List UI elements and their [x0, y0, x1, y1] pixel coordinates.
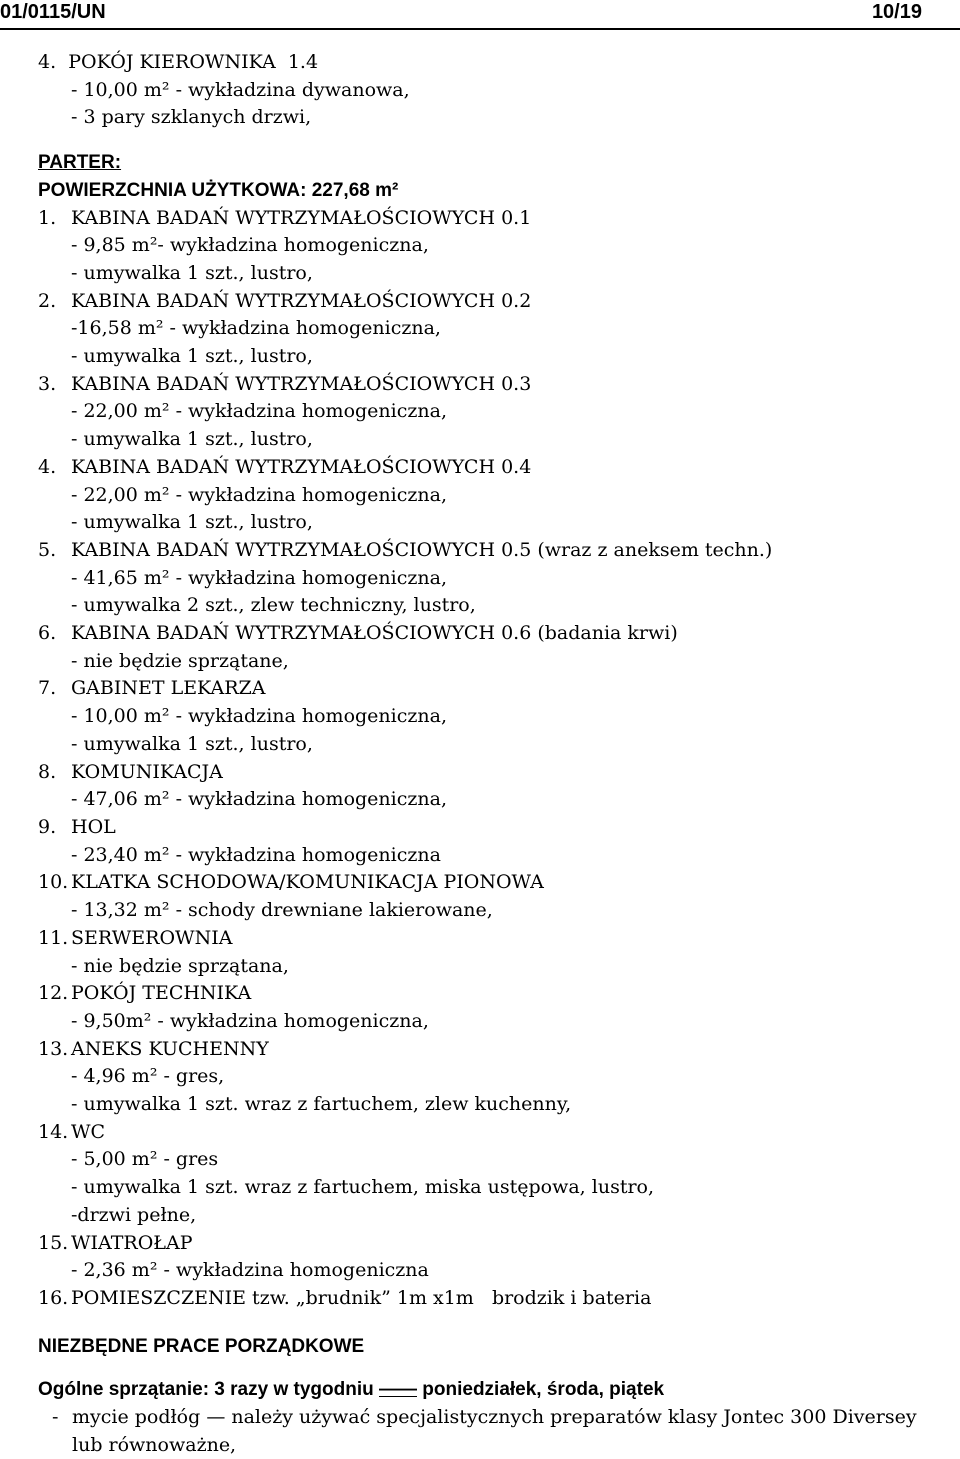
- room-detail: - 41,65 m² - wykładzina homogeniczna,: [71, 566, 447, 589]
- room-title: [38, 869, 950, 897]
- room-title: [38, 1036, 950, 1064]
- page-header: [0, 0, 960, 30]
- room-detail: - 9,85 m²- wykładzina homogeniczna,: [71, 234, 429, 257]
- room-name: KABINA BADAŃ WYTRZYMAŁOŚCIOWYCH 0.4: [71, 455, 532, 478]
- room-name: KABINA BADAŃ WYTRZYMAŁOŚCIOWYCH 0.2: [71, 289, 532, 312]
- room-name: KABINA BADAŃ WYTRZYMAŁOŚCIOWYCH 0.3: [71, 372, 532, 395]
- bullet-text: mycie podłóg — należy używać specjalistycznych preparatów klasy Jontec 300 Diversey: [72, 1406, 917, 1429]
- room-item: [38, 675, 950, 758]
- room-detail: - umywalka 2 szt., zlew techniczny, lustro,: [71, 594, 476, 617]
- room-number: 15.: [38, 1231, 69, 1254]
- usable-area: POWIERZCHNIA UŻYTKOWA: 227,68 m²: [38, 179, 399, 201]
- room-number: 16.: [38, 1286, 69, 1309]
- room-name: POKÓJ TECHNIKA: [71, 982, 252, 1005]
- bullet-dash: -: [52, 1406, 59, 1429]
- room-name: POMIESZCZENIE tzw. „brudnik” 1m x1m brodzik i bateria: [71, 1286, 652, 1309]
- room-title: [38, 620, 950, 648]
- room-name: WC: [71, 1120, 106, 1143]
- room-detail: - umywalka 1 szt. wraz z fartuchem, zlew kuchenny,: [71, 1093, 572, 1116]
- room-detail: - umywalka 1 szt., lustro,: [71, 345, 313, 368]
- room-number: 14.: [38, 1120, 69, 1143]
- room-name: KOMUNIKACJA: [71, 760, 223, 783]
- room-title: [38, 980, 950, 1008]
- room-item: [38, 371, 950, 454]
- room-detail: - nie będzie sprzątane,: [71, 649, 289, 672]
- room-item: [38, 869, 950, 924]
- room-number: 5.: [38, 538, 57, 561]
- room-detail: - umywalka 1 szt., lustro,: [71, 261, 313, 284]
- bullet-item: [38, 1404, 950, 1432]
- room-item: [38, 814, 950, 869]
- document-number: 01/0115/UN: [0, 1, 106, 23]
- room-number: 9.: [38, 815, 57, 838]
- room-item: [38, 925, 950, 980]
- room-name: ANEKS KUCHENNY: [71, 1037, 269, 1060]
- page-number: 10/19: [871, 1, 922, 23]
- room-detail: - 2,36 m² - wykładzina homogeniczna: [71, 1259, 429, 1282]
- room-title: [38, 371, 950, 399]
- room-item: [38, 1230, 950, 1285]
- room-title: [38, 1230, 950, 1258]
- room-item: [38, 537, 950, 620]
- room-detail: - 47,06 m² - wykładzina homogeniczna,: [71, 788, 447, 811]
- room-number: 12.: [38, 982, 69, 1005]
- room-list: [38, 205, 950, 1313]
- room-title: [38, 925, 950, 953]
- room-item: [38, 205, 950, 288]
- room-title: [38, 759, 950, 787]
- bullet-continuation: lub równoważne,: [72, 1433, 237, 1456]
- room-name: WIATROŁAP: [71, 1231, 193, 1254]
- room-number: 13.: [38, 1037, 69, 1060]
- general-cleaning-line: Ogólne sprzątanie: 3 razy w tygodniu —— poniedziałek, środa, piątek: [38, 1379, 665, 1401]
- room-detail: - 22,00 m² - wykładzina homogeniczna,: [71, 483, 447, 506]
- room-detail: - 23,40 m² - wykładzina homogeniczna: [71, 843, 441, 866]
- room-item: [38, 980, 950, 1035]
- room-item: [38, 620, 950, 675]
- room-item: [38, 1119, 950, 1230]
- room-name: KABINA BADAŃ WYTRZYMAŁOŚCIOWYCH 0.6 (badania krwi): [71, 622, 678, 645]
- room-item: [38, 759, 950, 814]
- room-name: GABINET LEKARZA: [71, 677, 266, 700]
- room-title: [38, 205, 950, 233]
- room-item: [38, 1285, 950, 1313]
- room-detail: - umywalka 1 szt., lustro,: [71, 511, 313, 534]
- room-detail: - 13,32 m² - schody drewniane lakierowane,: [71, 899, 493, 922]
- room-number: 10.: [38, 871, 69, 894]
- room-title: [38, 1285, 950, 1313]
- room-name: KABINA BADAŃ WYTRZYMAŁOŚCIOWYCH 0.5 (wraz z aneksem techn.): [71, 538, 773, 561]
- room-name: SERWEROWNIA: [71, 926, 233, 949]
- room-item: [38, 1036, 950, 1119]
- room-detail: - 9,50m² - wykładzina homogeniczna,: [71, 1009, 429, 1032]
- room-title: [38, 1119, 950, 1147]
- document-body: [38, 49, 950, 1459]
- room-title: [38, 288, 950, 316]
- room-title: [38, 675, 950, 703]
- room-detail: - umywalka 1 szt., lustro,: [71, 732, 313, 755]
- room-item: [38, 288, 950, 371]
- room-number: 8.: [38, 760, 57, 783]
- item-pokoj-kierownika: [38, 49, 950, 132]
- room-title: [38, 454, 950, 482]
- room-number: 6.: [38, 622, 57, 645]
- parter-heading: PARTER:: [38, 152, 122, 174]
- room-number: 1.: [38, 206, 57, 229]
- item-detail: - 3 pary szklanych drzwi,: [71, 106, 312, 129]
- general-cleaning-prefix: Ogólne sprzątanie: 3 razy w tygodniu: [38, 1379, 379, 1401]
- room-detail: - 5,00 m² - gres: [71, 1148, 219, 1171]
- room-detail: - 4,96 m² - gres,: [71, 1065, 225, 1088]
- room-detail: - umywalka 1 szt., lustro,: [71, 428, 313, 451]
- room-name: KLATKA SCHODOWA/KOMUNIKACJA PIONOWA: [71, 871, 544, 894]
- room-number: 7.: [38, 677, 57, 700]
- room-number: 4.: [38, 455, 57, 478]
- room-item: [38, 454, 950, 537]
- room-detail: -16,58 m² - wykładzina homogeniczna,: [71, 317, 441, 340]
- room-name: KABINA BADAŃ WYTRZYMAŁOŚCIOWYCH 0.1: [71, 206, 532, 229]
- room-number: 2.: [38, 289, 57, 312]
- room-detail: - nie będzie sprzątana,: [71, 954, 289, 977]
- room-number: 11.: [38, 926, 69, 949]
- room-name: HOL: [71, 815, 116, 838]
- room-detail: -drzwi pełne,: [71, 1203, 197, 1226]
- room-detail: - umywalka 1 szt. wraz z fartuchem, miska ustępowa, lustro,: [71, 1176, 655, 1199]
- room-title: [38, 537, 950, 565]
- item-detail: - 10,00 m² - wykładzina dywanowa,: [71, 78, 410, 101]
- room-title: [38, 814, 950, 842]
- room-detail: - 10,00 m² - wykładzina homogeniczna,: [71, 705, 447, 728]
- room-detail: - 22,00 m² - wykładzina homogeniczna,: [71, 400, 447, 423]
- item-title: 4. POKÓJ KIEROWNIKA 1.4: [38, 51, 319, 73]
- general-cleaning-days: poniedziałek, środa, piątek: [422, 1379, 665, 1401]
- section-title: NIEZBĘDNE PRACE PORZĄDKOWE: [38, 1335, 365, 1357]
- room-number: 3.: [38, 372, 57, 395]
